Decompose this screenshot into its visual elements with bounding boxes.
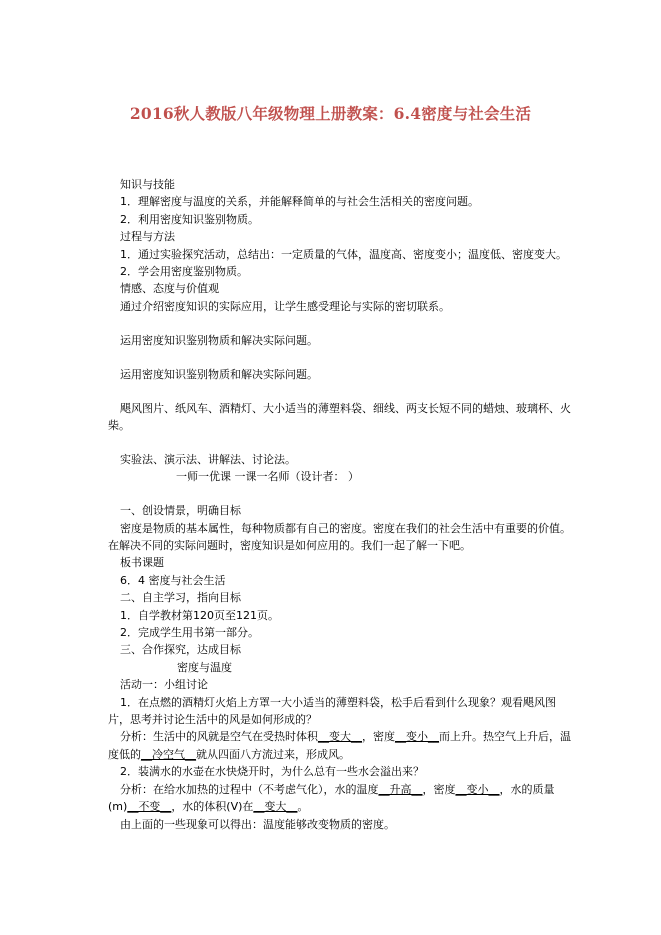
methods: 实验法、演示法、讲解法、讨论法。 bbox=[120, 452, 296, 466]
emotion-heading: 情感、态度与价值观 bbox=[120, 282, 219, 296]
section-2-item-1: 1．自学教材第120页至121页。 bbox=[120, 608, 279, 622]
section-3-heading: 三、合作探究，达成目标 bbox=[120, 643, 241, 657]
emotion-item-1: 通过介绍密度知识的实际应用，让学生感受理论与实际的密切联系。 bbox=[120, 299, 450, 313]
answer-2: 分析：在给水加热的过程中（不考虑气化），水的温度__升高__，密度__变小__，水的质量(m)__不变__，水的体积(V)在__变大__。 bbox=[108, 782, 555, 814]
page-title: 2016秋人教版八年级物理上册教案：6.4密度与社会生活 bbox=[129, 104, 532, 123]
process-item-2: 2．学会用密度鉴别物质。 bbox=[120, 265, 248, 279]
sub-heading: 密度与温度 bbox=[177, 660, 232, 674]
board-title: 板书课题 bbox=[120, 556, 164, 570]
section-1-text: 密度是物质的基本属性，每种物质都有自己的密度。密度在我们的社会生活中有重要的价值。在解决不同的实际问题时，密度知识是如何应用的。我们一起了解一下吧。 bbox=[108, 521, 571, 552]
lesson-body bbox=[108, 176, 572, 833]
section-2-heading: 二、自主学习，指向目标 bbox=[120, 591, 241, 605]
key-point: 运用密度知识鉴别物质和解决实际问题。 bbox=[120, 333, 318, 347]
difficulty: 运用密度知识鉴别物质和解决实际问题。 bbox=[120, 367, 318, 381]
answer-1: 分析：生活中的风就是空气在受热时体积__变大__，密度__变小__而上升。热空气上升后，温度低的__冷空气__就从四面八方流过来，形成风。 bbox=[108, 730, 571, 761]
question-1: 1．在点燃的酒精灯火焰上方罩一大小适当的薄塑料袋，松手后看到什么现象？观看飓风图片，思考并讨论生活中的风是如何形成的？ bbox=[108, 695, 556, 727]
question-2: 2．装满水的水壶在水快烧开时，为什么总有一些水会溢出来？ bbox=[120, 765, 424, 779]
lesson-topic: 6．4 密度与社会生活 bbox=[120, 573, 226, 587]
process-item-1: 1．通过实验探究活动，总结出：一定质量的气体，温度高、密度变小；温度低、密度变大。 bbox=[120, 247, 567, 261]
conclusion: 由上面的一些现象可以得出：温度能够改变物质的密度。 bbox=[120, 817, 395, 831]
knowledge-item-1: 1．理解密度与温度的关系，并能解释简单的与社会生活相关的密度问题。 bbox=[120, 195, 479, 209]
section-1-heading: 一、创设情景，明确目标 bbox=[120, 504, 241, 518]
section-2-item-2: 2．完成学生用书第一部分。 bbox=[120, 626, 259, 640]
activity-label: 活动一：小组讨论 bbox=[120, 678, 208, 692]
knowledge-heading: 知识与技能 bbox=[120, 178, 175, 191]
designer-line: 一师一优课 一课一名师（设计者： ） bbox=[176, 470, 359, 484]
knowledge-item-2: 2．利用密度知识鉴别物质。 bbox=[120, 212, 259, 226]
materials: 飓风图片、纸风车、酒精灯、大小适当的薄塑料袋、细线、两支长短不同的蜡烛、玻璃杯、火柴。 bbox=[108, 401, 571, 432]
process-heading: 过程与方法 bbox=[120, 230, 175, 244]
